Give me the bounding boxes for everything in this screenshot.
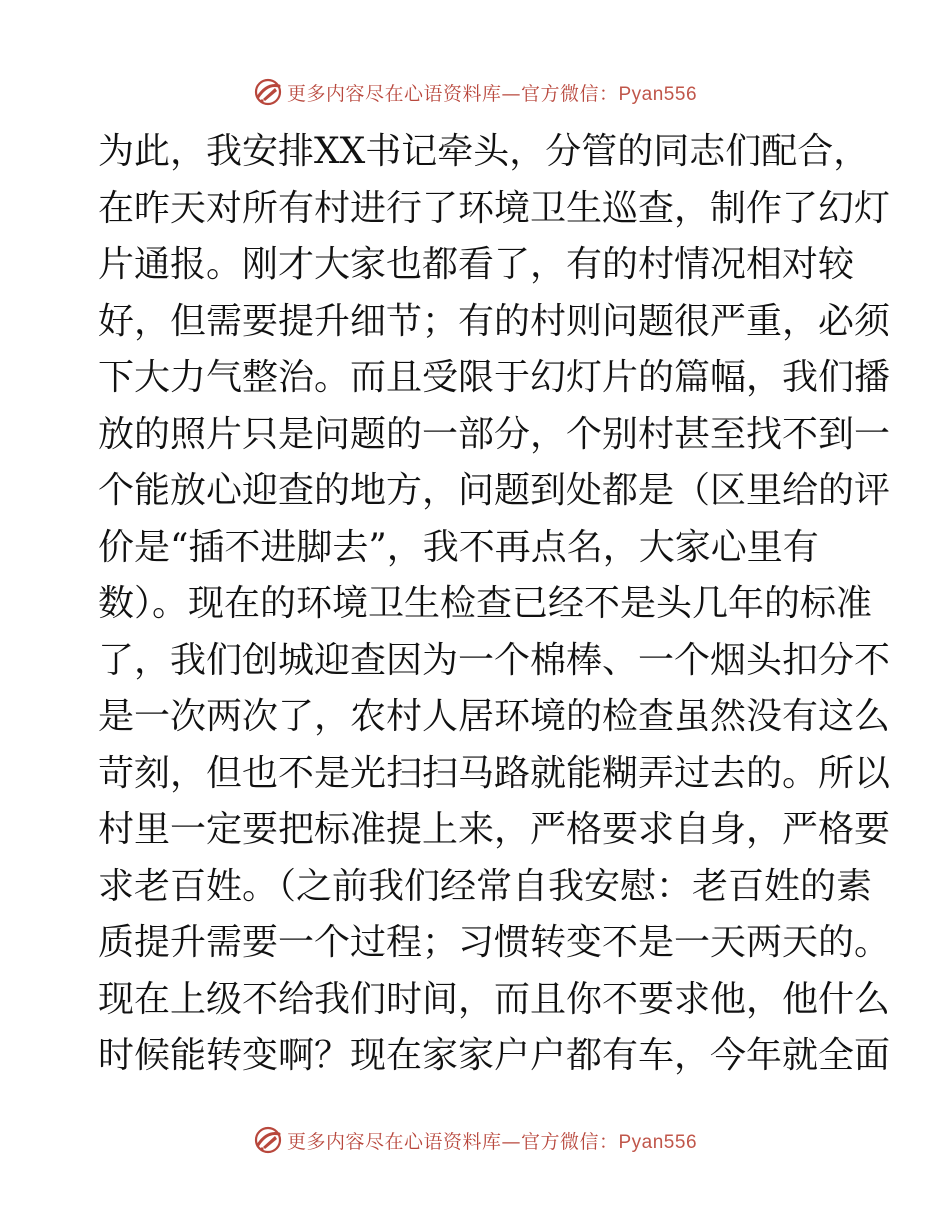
text-line: 村里一定要把标准提上来，严格要求自身，严格要	[98, 809, 891, 850]
pen-logo-icon	[253, 77, 283, 107]
text-line: 是一次两次了，农村人居环境的检查虽然没有这么	[98, 696, 891, 737]
banner-slogan: 更多内容尽在心语资料库	[286, 1130, 502, 1153]
text-line: 了，我们创城迎查因为一个棉棒、一个烟头扣分不	[98, 639, 891, 681]
text-line: 个能放心迎查的地方，问题到处都是（区里给的评	[98, 470, 891, 511]
text-line: 好，但需要提升细节；有的村则问题很严重，必须	[98, 300, 891, 342]
text-line: 下大力气整治。而且受限于幻灯片的篇幅，我们播	[98, 357, 891, 398]
banner-slogan: 更多内容尽在心语资料库	[286, 82, 502, 105]
text-line: 放的照片只是问题的一部分，个别村甚至找不到一	[98, 413, 891, 455]
banner-dash: —	[501, 82, 521, 105]
header-watermark-text	[287, 79, 697, 106]
text-line: 数）。现在的环境卫生检查已经不是头几年的标准	[98, 583, 873, 624]
banner-wechat-id: Pyan556	[618, 1131, 698, 1153]
text-line: 价是“插不进脚去”，我不再点名，大家心里有	[98, 526, 819, 568]
text-line: 片通报。刚才大家也都看了，有的村情况相对较	[98, 244, 855, 285]
footer-watermark-banner	[0, 1120, 950, 1160]
document-body	[98, 124, 891, 1085]
banner-wechat-id: Pyan556	[618, 83, 698, 105]
footer-watermark-text	[287, 1127, 697, 1154]
text-line: 求老百姓。（之前我们经常自我安慰：老百姓的素	[98, 865, 873, 907]
text-line: 现在上级不给我们时间，而且你不要求他，他什么	[98, 978, 891, 1020]
banner-dash: —	[501, 1130, 521, 1153]
header-watermark-banner	[0, 72, 950, 112]
pen-logo-icon	[253, 1125, 283, 1155]
text-line: 时候能转变啊？现在家家户户都有车，今年就全面	[98, 1035, 891, 1076]
text-line: 苛刻，但也不是光扫扫马路就能糊弄过去的。所以	[98, 752, 891, 794]
banner-wechat-label: 官方微信：	[520, 82, 619, 105]
text-line: 为此，我安排XX书记牵头，分管的同志们配合，	[98, 131, 870, 172]
text-line: 质提升需要一个过程；习惯转变不是一天两天的。	[98, 922, 891, 963]
banner-wechat-label: 官方微信：	[520, 1130, 619, 1153]
text-line: 在昨天对所有村进行了环境卫生巡查，制作了幻灯	[98, 187, 891, 229]
